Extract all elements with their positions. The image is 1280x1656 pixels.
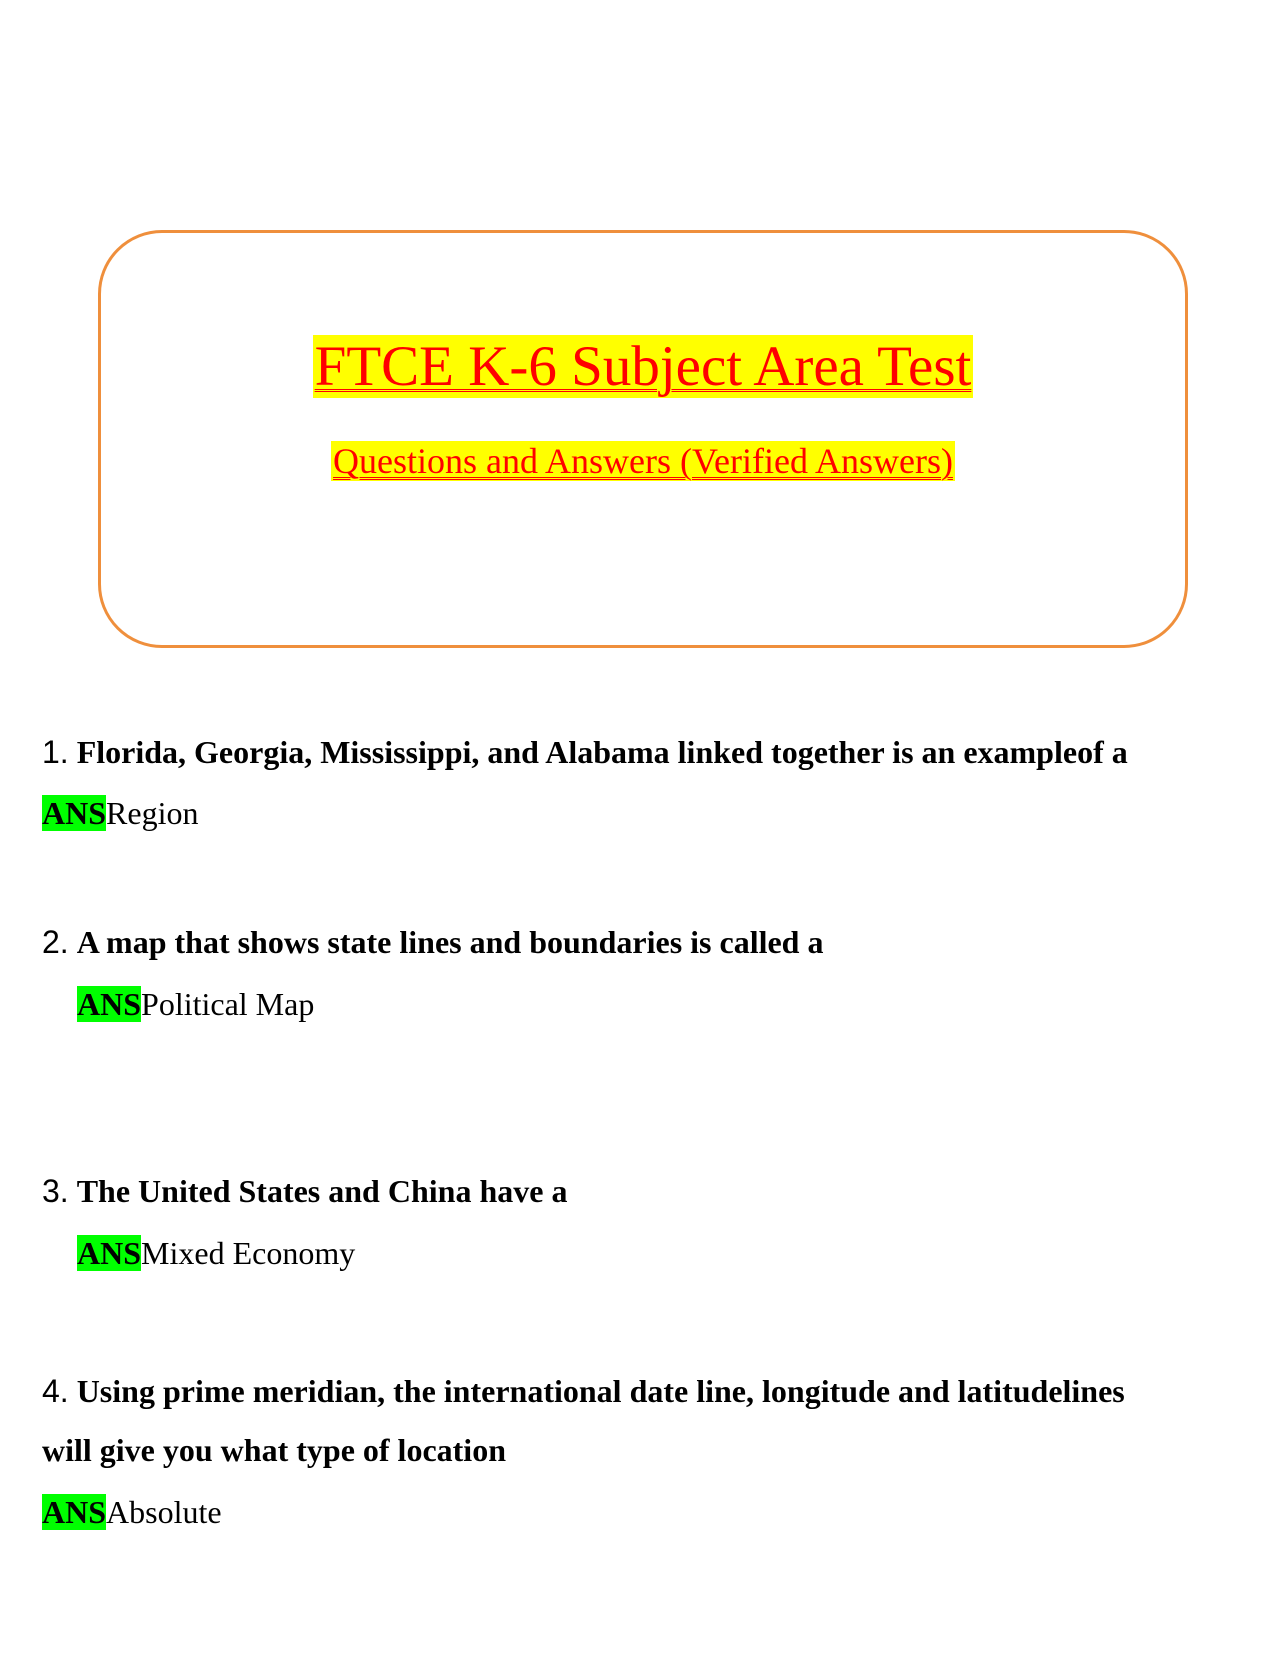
- answer-1: [42, 793, 198, 833]
- document-title: FTCE K-6 Subject Area Test: [314, 335, 972, 398]
- ans-tag: ANS: [77, 1235, 142, 1271]
- answer-text: Political Map: [141, 986, 315, 1022]
- question-number: 1.: [42, 734, 69, 770]
- question-text: The United States and China have a: [76, 1173, 568, 1209]
- title-main-line: [101, 331, 1185, 403]
- question-1: [42, 723, 1128, 781]
- question-text: Florida, Georgia, Mississippi, and Alabama linked together is an exampleof a: [76, 734, 1128, 770]
- question-number: 2.: [42, 924, 69, 960]
- answer-3: [77, 1233, 355, 1273]
- title-box: [98, 230, 1188, 648]
- question-text: will give you what type of location: [42, 1432, 506, 1468]
- ans-tag: ANS: [42, 795, 107, 831]
- question-number: 3.: [42, 1173, 69, 1209]
- title-sub-line: [101, 440, 1185, 482]
- question-number: 4.: [42, 1373, 69, 1409]
- answer-text: Region: [106, 795, 199, 831]
- answer-2: [77, 984, 314, 1024]
- answer-text: Absolute: [106, 1494, 222, 1530]
- document-subtitle: Questions and Answers (Verified Answers): [333, 441, 953, 481]
- question-4: [42, 1362, 1125, 1420]
- answer-4: [42, 1492, 222, 1532]
- question-text: Using prime meridian, the international date line, longitude and latitudelines: [76, 1373, 1125, 1409]
- question-4-continued: [42, 1421, 506, 1479]
- question-2: [42, 913, 823, 971]
- question-3: [42, 1162, 567, 1220]
- question-text: A map that shows state lines and boundaries is called a: [76, 924, 824, 960]
- answer-text: Mixed Economy: [141, 1235, 356, 1271]
- ans-tag: ANS: [42, 1494, 107, 1530]
- ans-tag: ANS: [77, 986, 142, 1022]
